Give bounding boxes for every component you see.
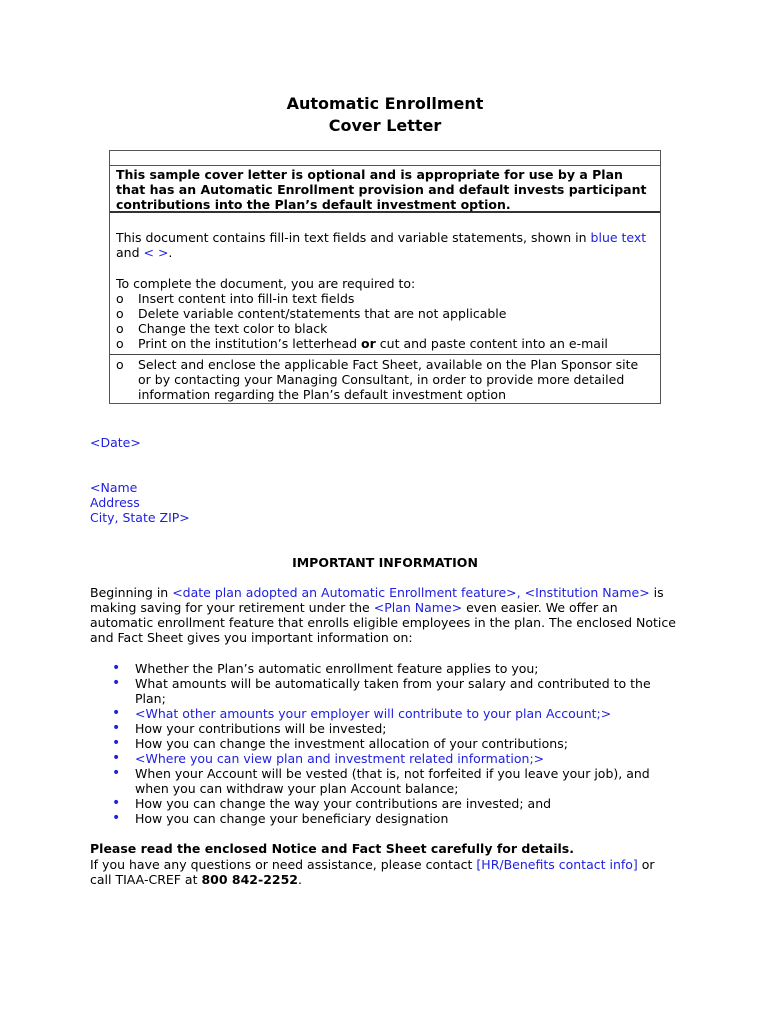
- date-placeholder: <Date>: [90, 435, 141, 450]
- completion-instructions: [116, 276, 654, 351]
- contact-text-1: If you have any questions or need assistance, please contact: [90, 857, 477, 872]
- contact-period: .: [297, 872, 302, 887]
- complete-heading: To complete the document, you are required to:: [116, 276, 416, 291]
- important-heading: IMPORTANT INFORMATION: [292, 555, 478, 570]
- recipient-address: [90, 480, 190, 525]
- fill-in-intro: [116, 230, 654, 260]
- instruction-item: o Insert content into fill-in text fields: [116, 291, 654, 306]
- instruction-item: o Delete variable content/statements that are not applicable: [116, 306, 654, 321]
- instruction-item: o Change the text color to black: [116, 321, 654, 336]
- bullet-item: • <What other amounts your employer will contribute to your plan Account;>: [90, 706, 670, 721]
- title-line-2: Cover Letter: [328, 116, 442, 135]
- title-line-1: Automatic Enrollment: [286, 94, 484, 113]
- bullet-item: • How your contributions will be invested;: [90, 721, 670, 736]
- bullet-item: • Whether the Plan’s automatic enrollment feature applies to you;: [90, 661, 670, 676]
- optional-notice: This sample cover letter is optional and is appropriate for use by a Plan that has an Automatic Enrollment provision and default invests participant contributions into the Plan’s default investment option.: [110, 165, 660, 213]
- bullet-item: • How you can change the way your contributions are invested; and: [90, 796, 670, 811]
- bullet-item: • How you can change your beneficiary designation: [90, 811, 670, 826]
- fact-sheet-instruction: [110, 354, 660, 402]
- bullet-item: • When your Account will be vested (that is, not forfeited if you leave your job), and when you can withdraw your plan Account balance;: [90, 766, 670, 796]
- intro-text: This document contains fill-in text fields and variable statements, shown in: [116, 230, 591, 245]
- bullet-item: • How you can change the investment allocation of your contributions;: [90, 736, 670, 751]
- intro-p3: even easier. We offer an automatic enrollment feature that enrolls eligible employees in the plan. The enclosed Notice and Fact Sheet gives you important information on:: [90, 600, 676, 645]
- contact-paragraph: [90, 857, 675, 887]
- item4-or: or: [361, 336, 376, 351]
- instruction-list-last: [116, 357, 654, 402]
- intro-paragraph: [90, 585, 680, 645]
- instruction-item: o Select and enclose the applicable Fact Sheet, available on the Plan Sponsor site or by contacting your Managing Consultant, in order to provide more detailed information regarding the Plan’s default investment option: [116, 357, 654, 402]
- instruction-item: [116, 336, 654, 351]
- document-title: [0, 93, 770, 137]
- info-bullet-list: [90, 661, 670, 826]
- intro-variable-1: <date plan adopted an Automatic Enrollment feature>, <Institution Name>: [172, 585, 650, 600]
- intro-period: .: [168, 245, 173, 260]
- read-notice: Please read the enclosed Notice and Fact Sheet carefully for details.: [90, 841, 574, 856]
- bracket-sample: < >: [143, 245, 169, 260]
- recipient-name: <Name: [90, 480, 138, 495]
- item4-part-b: cut and paste content into an e-mail: [375, 336, 608, 351]
- bullet-item: • <Where you can view plan and investment related information;>: [90, 751, 670, 766]
- instruction-box: [109, 150, 661, 404]
- recipient-street: Address: [90, 495, 140, 510]
- recipient-city: City, State ZIP>: [90, 510, 190, 525]
- bullet-item: • What amounts will be automatically taken from your salary and contributed to the Plan;: [90, 676, 670, 706]
- contact-placeholder: [HR/Benefits contact info]: [476, 857, 638, 872]
- intro-and: and: [116, 245, 144, 260]
- blue-text-sample: blue text: [590, 230, 647, 245]
- phone-number: 800 842-2252: [201, 872, 298, 887]
- intro-variable-2: <Plan Name>: [373, 600, 463, 615]
- contact-text-2: or call TIAA-CREF at: [90, 857, 655, 887]
- intro-p1: Beginning in: [90, 585, 173, 600]
- item4-part-a: Print on the institution’s letterhead: [138, 336, 362, 351]
- intro-p2: is making saving for your retirement under the: [90, 585, 664, 615]
- instruction-list: [116, 291, 654, 351]
